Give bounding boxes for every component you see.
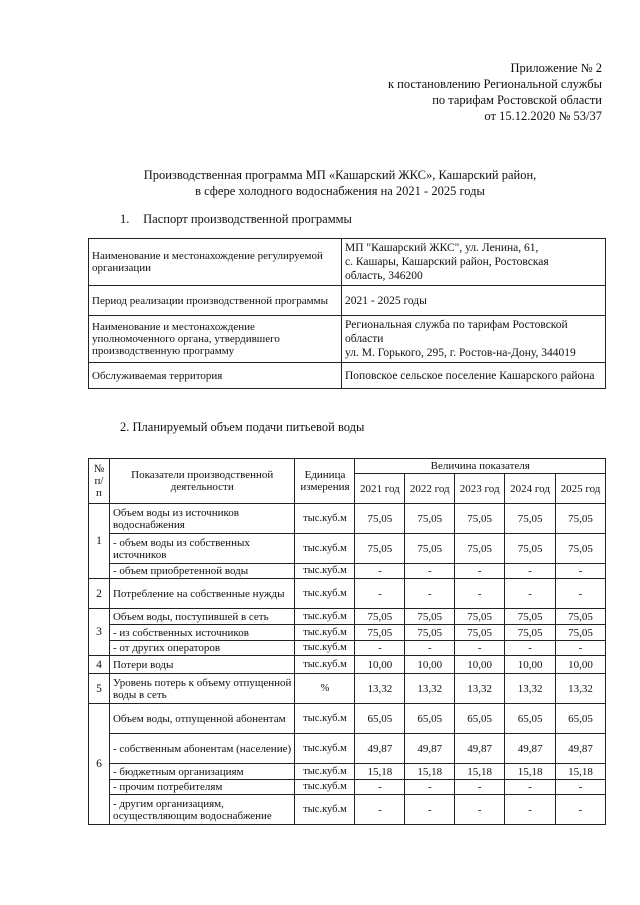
passport-label: Наименование и местонахождение регулируемой организации (89, 239, 342, 286)
unit-cell: тыс.куб.м (295, 504, 355, 534)
value-cell: - (455, 795, 505, 825)
value-cell: - (355, 780, 405, 795)
value-cell: - (405, 795, 455, 825)
indicator-name: Уровень потерь к объему отпущенной воды в сеть (109, 674, 295, 704)
value-cell: 65,05 (455, 704, 505, 734)
value-cell: - (405, 780, 455, 795)
indicator-name: - другим организациям, осуществляющим водоснабжение (109, 795, 295, 825)
indicator-name: - собственным абонентам (население) (109, 734, 295, 764)
value-cell: - (455, 780, 505, 795)
unit-cell: тыс.куб.м (295, 795, 355, 825)
value-cell: 13,32 (355, 674, 405, 704)
title-line: Производственная программа МП «Кашарский ЖКС», Кашарский район, (143, 168, 537, 182)
passport-table (88, 238, 606, 389)
header-value: Величина показателя (355, 459, 606, 474)
header-indicator: Показатели производственной деятельности (109, 459, 295, 504)
passport-label: Обслуживаемая территория (89, 363, 342, 389)
value-cell: 75,05 (505, 504, 556, 534)
indicator-name: Потребление на собственные нужды (109, 579, 295, 609)
passport-value-line: Поповское сельское поселение Кашарского района (345, 369, 595, 382)
unit-cell: тыс.куб.м (295, 641, 355, 656)
value-cell: - (455, 564, 505, 579)
section-2-heading: 2. Планируемый объем подачи питьевой воды (120, 420, 365, 434)
row-number: 2 (89, 579, 110, 609)
row-number: 1 (89, 504, 110, 579)
table-row (89, 674, 606, 704)
value-cell: 75,05 (355, 625, 405, 641)
section-1-number: 1. (120, 212, 130, 226)
value-cell: 15,18 (405, 764, 455, 780)
unit-cell: тыс.куб.м (295, 625, 355, 641)
passport-value-line: 2021 - 2025 годы (345, 294, 427, 307)
unit-cell: тыс.куб.м (295, 704, 355, 734)
title-line: в сфере холодного водоснабжения на 2021 - 2025 годы (195, 184, 485, 198)
row-number: 3 (89, 609, 110, 656)
value-cell: - (556, 564, 606, 579)
value-cell: - (556, 641, 606, 656)
value-cell: - (556, 795, 606, 825)
value-cell: 75,05 (455, 609, 505, 625)
passport-value-line: ул. М. Горького, 295, г. Ростов-на-Дону, 344019 (345, 347, 576, 359)
passport-value-line: с. Кашары, Кашарский район, Ростовская (345, 256, 549, 268)
table-row (89, 704, 606, 734)
indicator-name: Объем воды, отпущенной абонентам (109, 704, 295, 734)
passport-row (89, 363, 606, 389)
passport-value-line: МП "Кашарский ЖКС", ул. Ленина, 61, (345, 242, 539, 254)
value-cell: 75,05 (455, 625, 505, 641)
table-row (89, 795, 606, 825)
unit-cell: тыс.куб.м (295, 764, 355, 780)
value-cell: 75,05 (505, 625, 556, 641)
passport-value (342, 363, 606, 389)
passport-row (89, 286, 606, 316)
unit-cell: тыс.куб.м (295, 534, 355, 564)
header-year: 2022 год (405, 474, 455, 504)
approval-line: по тарифам Ростовской области (432, 93, 602, 107)
passport-value-line: области (345, 333, 384, 345)
value-cell: 75,05 (556, 504, 606, 534)
passport-label: Период реализации производственной программы (89, 286, 342, 316)
indicator-name: Объем воды, поступившей в сеть (109, 609, 295, 625)
passport-value (342, 286, 606, 316)
value-cell: 15,18 (355, 764, 405, 780)
table-row (89, 734, 606, 764)
table-row (89, 534, 606, 564)
value-cell: - (355, 795, 405, 825)
indicator-name: - из собственных источников (109, 625, 295, 641)
header-year: 2025 год (556, 474, 606, 504)
value-cell: - (355, 579, 405, 609)
indicator-name: - от других операторов (109, 641, 295, 656)
section-1-title: Паспорт производственной программы (143, 212, 352, 226)
value-cell: - (405, 641, 455, 656)
row-number: 5 (89, 674, 110, 704)
indicator-name: - бюджетным организациям (109, 764, 295, 780)
value-cell: 10,00 (556, 656, 606, 674)
header-year: 2024 год (505, 474, 556, 504)
approval-line: от 15.12.2020 № 53/37 (484, 109, 602, 123)
indicator-name: - прочим потребителям (109, 780, 295, 795)
value-cell: 75,05 (405, 504, 455, 534)
row-number: 6 (89, 704, 110, 825)
value-cell: 49,87 (556, 734, 606, 764)
value-cell: - (455, 641, 505, 656)
header-unit: Единица измерения (295, 459, 355, 504)
value-cell: 65,05 (556, 704, 606, 734)
value-cell: - (505, 795, 556, 825)
value-cell: - (355, 564, 405, 579)
value-cell: 13,32 (556, 674, 606, 704)
value-cell: 49,87 (355, 734, 405, 764)
passport-value-line: область, 346200 (345, 270, 423, 282)
value-cell: 75,05 (556, 625, 606, 641)
value-cell: 75,05 (505, 609, 556, 625)
value-cell: 65,05 (505, 704, 556, 734)
value-cell: 13,32 (505, 674, 556, 704)
value-cell: - (556, 579, 606, 609)
passport-value (342, 316, 606, 363)
unit-cell: тыс.куб.м (295, 579, 355, 609)
value-cell: 75,05 (455, 534, 505, 564)
value-cell: 65,05 (405, 704, 455, 734)
header-num: № п/п (89, 459, 110, 504)
value-cell: 49,87 (405, 734, 455, 764)
value-cell: 75,05 (355, 609, 405, 625)
passport-value (342, 239, 606, 286)
value-cell: 75,05 (455, 504, 505, 534)
indicator-name: - объем воды из собственных источников (109, 534, 295, 564)
value-cell: - (405, 579, 455, 609)
section-1-heading (120, 212, 352, 227)
unit-cell: тыс.куб.м (295, 609, 355, 625)
table-row (89, 625, 606, 641)
value-cell: 75,05 (405, 534, 455, 564)
value-cell: 15,18 (505, 764, 556, 780)
table-row (89, 609, 606, 625)
value-cell: - (556, 780, 606, 795)
table-header-row (89, 459, 606, 474)
table-row (89, 579, 606, 609)
value-cell: 75,05 (505, 534, 556, 564)
table-row (89, 780, 606, 795)
unit-cell: % (295, 674, 355, 704)
value-cell: 10,00 (455, 656, 505, 674)
value-cell: 10,00 (355, 656, 405, 674)
unit-cell: тыс.куб.м (295, 656, 355, 674)
value-cell: 15,18 (455, 764, 505, 780)
value-cell: - (505, 641, 556, 656)
table-row (89, 504, 606, 534)
table-row (89, 564, 606, 579)
value-cell: 10,00 (405, 656, 455, 674)
indicator-name: - объем приобретенной воды (109, 564, 295, 579)
header-year: 2023 год (455, 474, 505, 504)
value-cell: - (405, 564, 455, 579)
value-cell: 75,05 (556, 609, 606, 625)
indicator-name: Объем воды из источников водоснабжения (109, 504, 295, 534)
value-cell: 75,05 (556, 534, 606, 564)
value-cell: 13,32 (455, 674, 505, 704)
unit-cell: тыс.куб.м (295, 564, 355, 579)
value-cell: 13,32 (405, 674, 455, 704)
passport-label: Наименование и местонахождение уполномоченного органа, утвердившего производственную программу (89, 316, 342, 363)
table-row (89, 641, 606, 656)
value-cell: - (505, 564, 556, 579)
unit-cell: тыс.куб.м (295, 734, 355, 764)
indicator-name: Потери воды (109, 656, 295, 674)
row-number: 4 (89, 656, 110, 674)
value-cell: 75,05 (405, 625, 455, 641)
value-cell: 75,05 (405, 609, 455, 625)
passport-row (89, 239, 606, 286)
value-cell: 75,05 (355, 534, 405, 564)
table-row (89, 656, 606, 674)
value-cell: - (455, 579, 505, 609)
value-cell: - (355, 641, 405, 656)
value-cell: 10,00 (505, 656, 556, 674)
header-year: 2021 год (355, 474, 405, 504)
unit-cell: тыс.куб.м (295, 780, 355, 795)
approval-line: Приложение № 2 (510, 61, 602, 75)
value-cell: 65,05 (355, 704, 405, 734)
passport-value-line: Региональная служба по тарифам Ростовской (345, 319, 568, 331)
value-cell: 49,87 (455, 734, 505, 764)
water-supply-table (88, 458, 606, 825)
table-row (89, 764, 606, 780)
value-cell: 75,05 (355, 504, 405, 534)
passport-row (89, 316, 606, 363)
document-title (40, 167, 640, 199)
value-cell: - (505, 780, 556, 795)
value-cell: 49,87 (505, 734, 556, 764)
approval-line: к постановлению Региональной службы (387, 77, 602, 91)
value-cell: 15,18 (556, 764, 606, 780)
approval-block (302, 60, 602, 124)
value-cell: - (505, 579, 556, 609)
